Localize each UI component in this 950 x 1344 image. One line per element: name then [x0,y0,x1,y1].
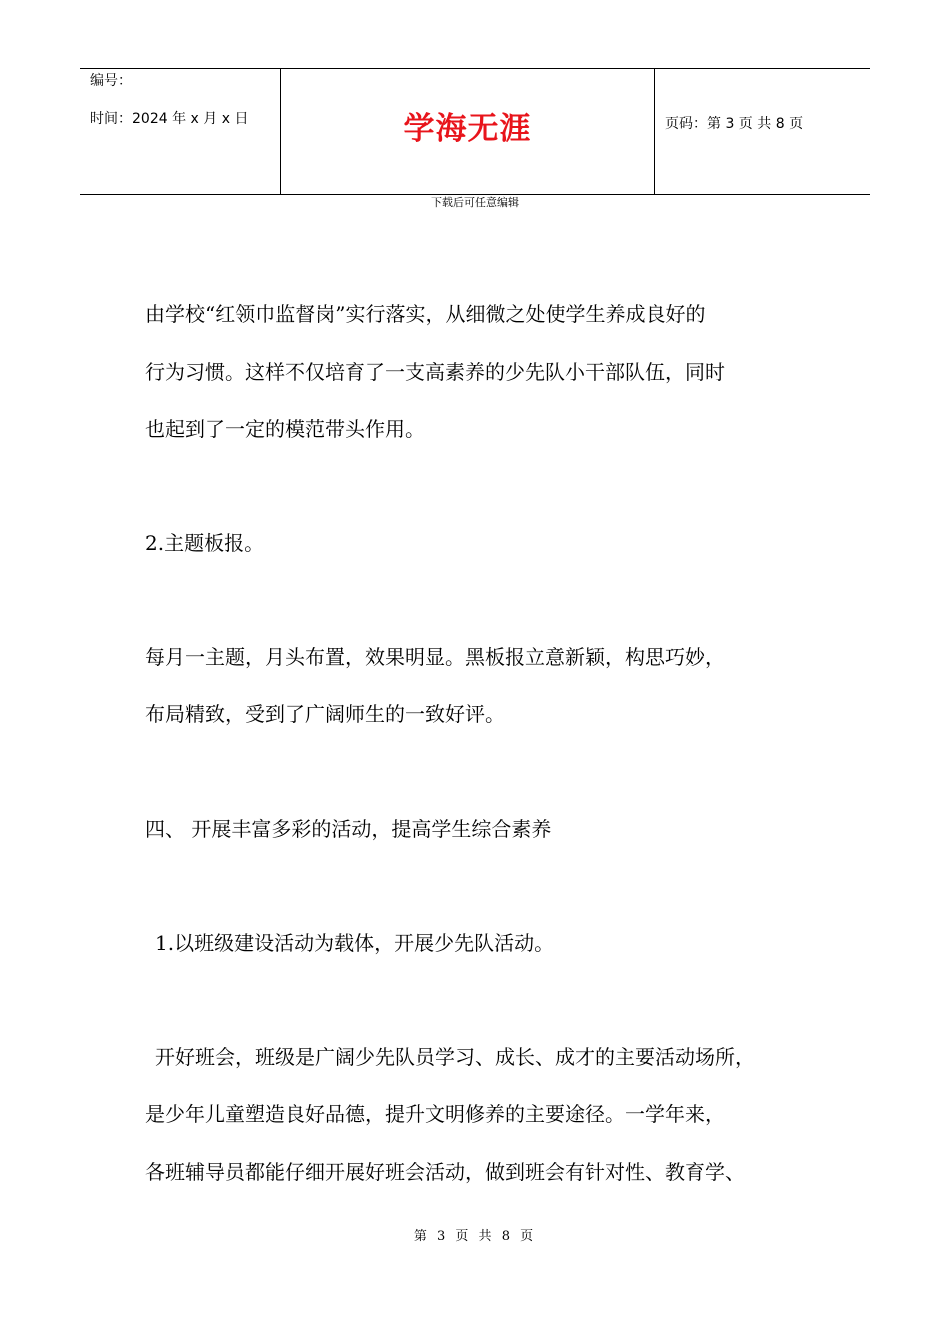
brand-title: 学海无涯 [403,111,532,147]
body-line: 各班辅导员都能仔细开展好班会活动，做到班会有针对性、教育学、 [145,1160,745,1184]
body-line: 是少年儿童塑造良好品德，提升文明修养的主要途径。一学年来， [145,1102,725,1126]
document-header [80,68,870,195]
document-time-label: 时间：2024 年 x 月 x 日 [90,111,249,127]
page-number-label: 页码：第 3 页 共 8 页 [665,116,804,132]
body-line: 布局精致，受到了广阔师生的一致好评。 [145,702,505,726]
body-line: 开好班会，班级是广阔少先队员学习、成长、成才的主要活动场所， [155,1045,755,1069]
body-line: 行为习惯。这样不仅培育了一支高素养的少先队小干部队伍，同时 [145,360,725,384]
header-left-cell [80,69,281,194]
section-heading: 四、 开展丰富多彩的活动，提高学生综合素养 [145,817,552,841]
body-line: 每月一主题，月头布置，效果明显。黑板报立意新颖，构思巧妙， [145,645,725,669]
body-line: 也起到了一定的模范带头作用。 [145,417,425,441]
header-middle-cell [281,69,655,194]
section-heading: 2.主题板报。 [145,531,265,555]
document-number-label: 编号： [90,73,132,89]
edit-note: 下载后可任意编辑 [431,196,519,209]
page-footer: 第 3 页 共 8 页 [413,1229,537,1244]
section-heading: 1.以班级建设活动为载体，开展少先队活动。 [155,931,555,955]
header-right-cell [655,69,870,194]
body-line: 由学校“红领巾监督岗”实行落实，从细微之处使学生养成良好的 [145,302,706,326]
